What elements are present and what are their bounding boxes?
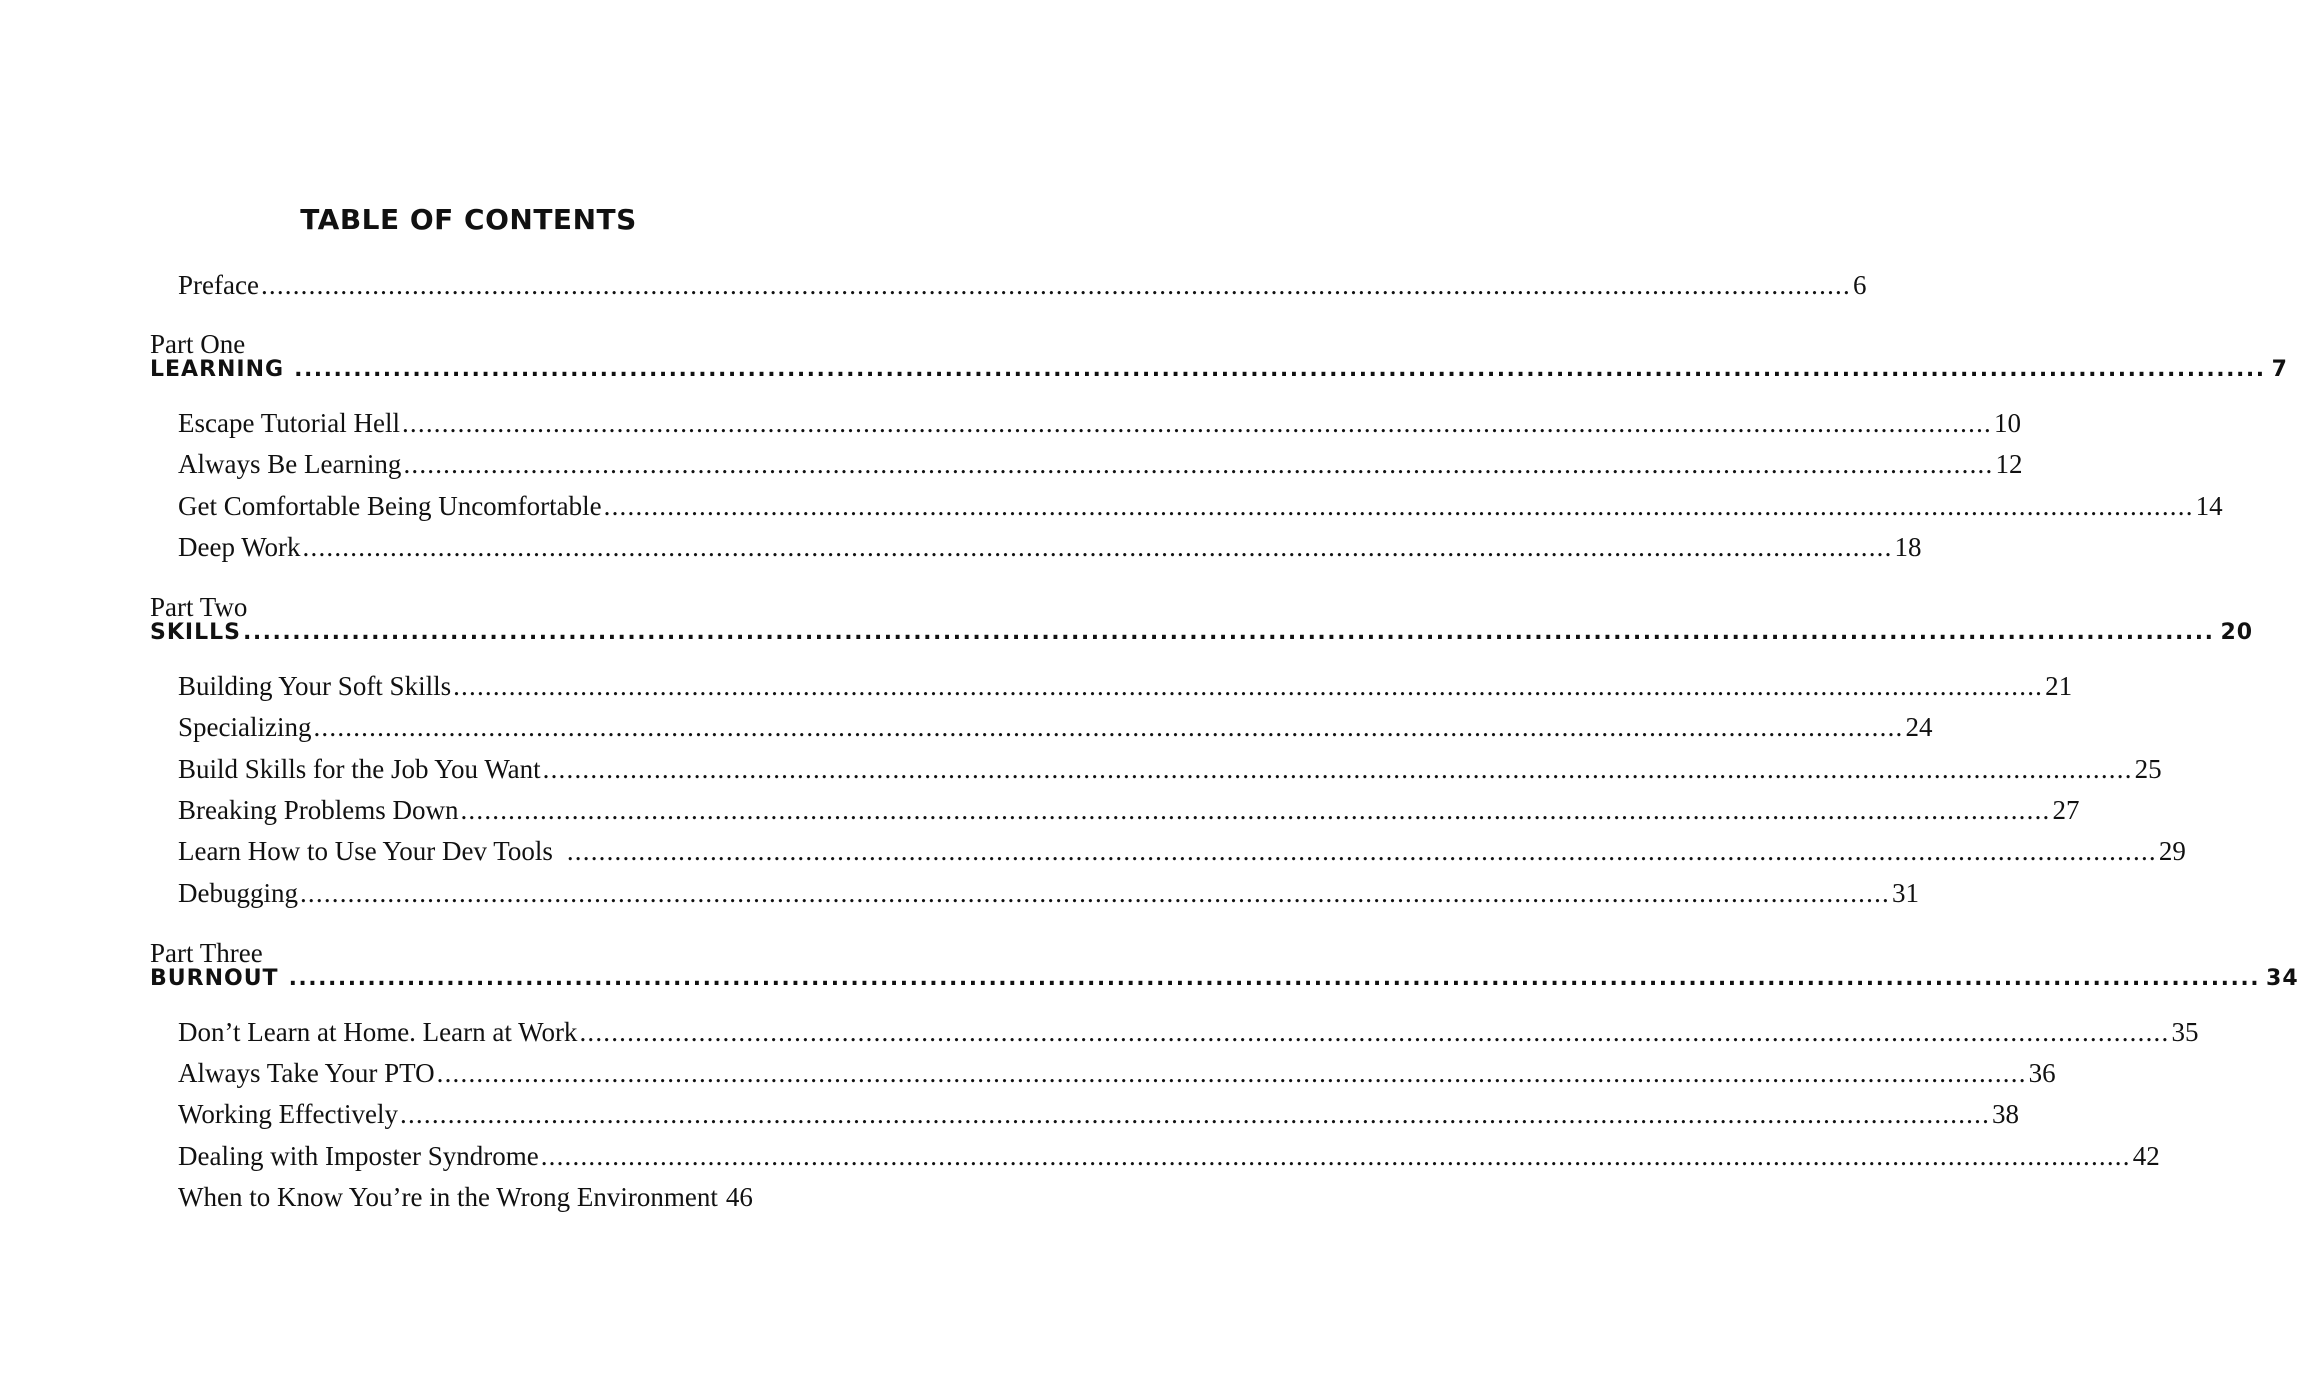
toc-entry-page: 12 <box>1995 449 2023 479</box>
part-heading-title: SKILLS <box>150 620 241 645</box>
toc-entry-label: Get Comfortable Being Uncomfortable <box>178 491 602 521</box>
toc-entry[interactable] <box>178 669 2073 703</box>
toc-entry[interactable] <box>178 1056 2056 1090</box>
dot-leader: ........................................................................................................................................................................................................ <box>542 754 2133 784</box>
dot-leader: ........................................................................................................................................................................................................ <box>400 1099 1991 1129</box>
toc-entry[interactable] <box>178 834 2186 868</box>
toc-entry-page: 31 <box>1891 878 1919 908</box>
toc-entry-page: 14 <box>2195 491 2223 521</box>
dot-leader: ........................................................................................................................................................................................................ <box>436 1058 2027 1088</box>
toc-entry-label: Preface <box>178 270 259 300</box>
dot-leader: ........................................................................................................................................................................................................ <box>401 408 1992 438</box>
part-heading[interactable] <box>150 964 2299 994</box>
toc-entry[interactable] <box>178 530 1922 564</box>
dot-leader: ........................................................................................................................................................................................................ <box>403 449 1994 479</box>
toc-entry-page: 6 <box>1852 270 1867 300</box>
dot-leader: ........................................................................................................................................................................................................ <box>313 712 1904 742</box>
toc-entry-page: 18 <box>1894 532 1922 562</box>
toc-entry-page: 27 <box>2052 795 2080 825</box>
toc-entry-label: Dealing with Imposter Syndrome <box>178 1141 539 1171</box>
dot-leader: ........................................................................................................................................................................................................ <box>603 491 2194 521</box>
part-heading-page: 34 <box>2266 966 2299 991</box>
toc-entry-page: 35 <box>2171 1017 2199 1047</box>
dot-leader: ........................................................................................................................................................................................................ <box>242 620 2215 645</box>
toc-entry[interactable] <box>178 489 2223 523</box>
toc-entry[interactable] <box>178 752 2162 786</box>
toc-entry-page: 38 <box>1992 1099 2020 1129</box>
toc-entry-label: Build Skills for the Job You Want <box>178 754 541 784</box>
toc-entry[interactable] <box>178 876 1919 910</box>
toc-entry[interactable] <box>178 447 2023 481</box>
part-heading-title: LEARNING <box>150 357 285 382</box>
toc-entry-label: Deep Work <box>178 532 301 562</box>
toc-entry-page: 46 <box>725 1182 753 1212</box>
toc-entry-label: Don’t Learn at Home. Learn at Work <box>178 1017 578 1047</box>
toc-entry[interactable] <box>178 1180 783 1214</box>
dot-leader: ........................................................................................................................................................................................................ <box>540 1141 2131 1171</box>
toc-entry[interactable] <box>178 1139 2160 1173</box>
toc-entry-label: Debugging <box>178 878 298 908</box>
page-title: TABLE OF CONTENTS <box>300 203 637 236</box>
toc-entry-page: 24 <box>1905 712 1933 742</box>
part-heading-page: 20 <box>2220 620 2254 645</box>
dot-leader: ........................................................................................................................................................................................................ <box>260 270 1851 300</box>
toc-entry-label: Specializing <box>178 712 312 742</box>
dot-leader: ........................................................................................................................................................................................................ <box>299 878 1890 908</box>
toc-entry-page: 36 <box>2028 1058 2056 1088</box>
dot-leader: ........................................................................................................................................................................................................ <box>453 671 2044 701</box>
part-heading-page: 7 <box>2271 357 2288 382</box>
dot-leader: ........................................................................................................................................................................................................ <box>288 966 2261 991</box>
toc-entry-label: Building Your Soft Skills <box>178 671 452 701</box>
toc-entry-page: 25 <box>2134 754 2162 784</box>
toc-entry-label: Always Be Learning <box>178 449 402 479</box>
part-label: Part Two <box>150 592 248 622</box>
toc-entry-page: 10 <box>1993 408 2021 438</box>
part-heading-title: BURNOUT <box>150 966 279 991</box>
toc-entry-label: Escape Tutorial Hell <box>178 408 400 438</box>
toc-entry-label: Learn How to Use Your Dev Tools <box>178 836 553 866</box>
part-label: Part Three <box>150 938 263 968</box>
toc-entry-label: When to Know You’re in the Wrong Environment <box>178 1182 718 1212</box>
dot-leader: ........................................................................................................................................................................................................ <box>302 532 1893 562</box>
toc-entry-label: Working Effectively <box>178 1099 399 1129</box>
toc-entry-label: Breaking Problems Down <box>178 795 459 825</box>
part-label: Part One <box>150 329 246 359</box>
toc-entry-preface[interactable] <box>178 268 1867 302</box>
toc-entry-page: 21 <box>2045 671 2073 701</box>
toc-entry-page: 42 <box>2132 1141 2160 1171</box>
toc-entry[interactable] <box>178 793 2080 827</box>
dot-leader: ........................................................................................................................................................................................................ <box>460 795 2051 825</box>
dot-leader: ........................................................................................................................................................................................................ <box>566 836 2157 866</box>
toc-entry-page: 29 <box>2158 836 2186 866</box>
toc-entry[interactable] <box>178 1097 2020 1131</box>
dot-leader: ........................................................................................................................................................................................................ <box>579 1017 2170 1047</box>
part-heading[interactable] <box>150 355 2288 385</box>
toc-entry[interactable] <box>178 1015 2199 1049</box>
toc-entry[interactable] <box>178 710 1933 744</box>
part-heading[interactable] <box>150 618 2254 648</box>
toc-entry-label: Always Take Your PTO <box>178 1058 435 1088</box>
dot-leader: ........................................................................................................................................................................................................ <box>294 357 2266 382</box>
toc-entry[interactable] <box>178 406 2021 440</box>
